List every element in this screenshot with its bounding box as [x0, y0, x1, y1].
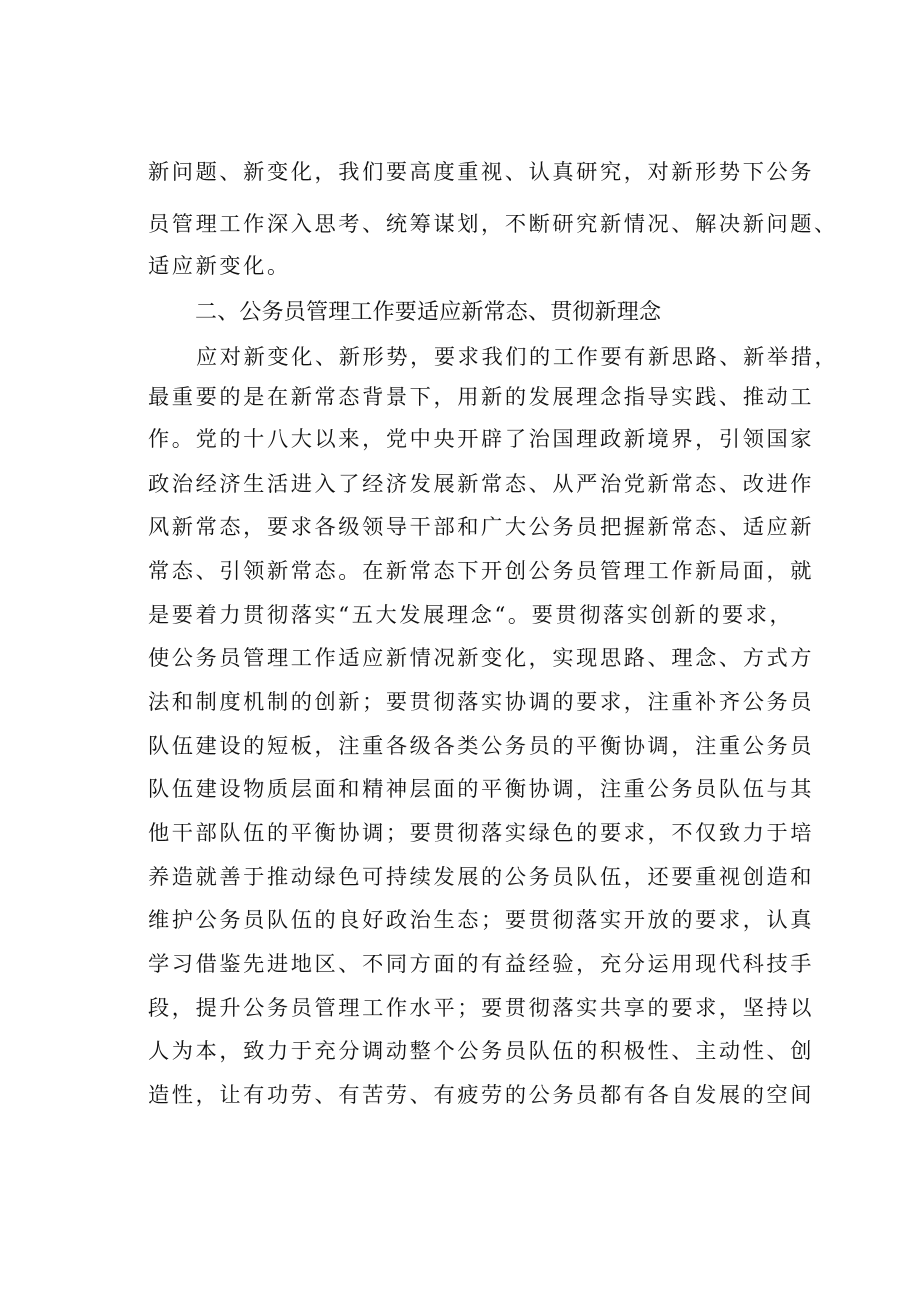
- paragraph-line: 造性，让有功劳、有苦劳、有疲劳的公务员都有各自发展的空间: [148, 1082, 815, 1107]
- section-heading: 二、公务员管理工作要适应新常态、贯彻新理念: [195, 300, 662, 325]
- paragraph-line: 使公务员管理工作适应新情况新变化，实现思路、理念、方式方: [148, 645, 815, 670]
- paragraph-line: 应对新变化、新形势，要求我们的工作要有新思路、新举措，: [196, 344, 839, 369]
- paragraph-line: 政治经济生活进入了经济发展新常态、从严治党新常态、改进作: [148, 471, 815, 496]
- paragraph-line: 维护公务员队伍的良好政治生态；要贯彻落实开放的要求，认真: [148, 907, 815, 932]
- paragraph-line: 作。党的十八大以来，党中央开辟了治国理政新境界，引领国家: [148, 426, 815, 451]
- paragraph-line: 段，提升公务员管理工作水平；要贯彻落实共享的要求，坚持以: [148, 995, 815, 1020]
- paragraph-line: 队伍建设的短板，注重各级各类公务员的平衡协调，注重公务员: [148, 733, 815, 758]
- paragraph-line: 员管理工作深入思考、统筹谋划，不断研究新情况、解决新问题、: [148, 211, 838, 236]
- paragraph-line: 风新常态，要求各级领导干部和广大公务员把握新常态、适应新: [148, 514, 815, 539]
- paragraph-line: 学习借鉴先进地区、不同方面的有益经验，充分运用现代科技手: [148, 951, 815, 976]
- paragraph-line: 最重要的是在新常态背景下，用新的发展理念指导实践、推动工: [148, 384, 815, 409]
- paragraph-line: 新问题、新变化，我们要高度重视、认真研究，对新形势下公务: [148, 159, 815, 184]
- paragraph-line: 人为本，致力于充分调动整个公务员队伍的积极性、主动性、创: [148, 1038, 815, 1063]
- paragraph-line: 队伍建设物质层面和精神层面的平衡协调，注重公务员队伍与其: [148, 776, 815, 801]
- paragraph-line: 常态、引领新常态。在新常态下开创公务员管理工作新局面，就: [148, 558, 815, 583]
- paragraph-line: 他干部队伍的平衡协调；要贯彻落实绿色的要求，不仅致力于培: [148, 820, 815, 845]
- paragraph-line: 养造就善于推动绿色可持续发展的公务员队伍，还要重视创造和: [148, 864, 815, 889]
- paragraph-line: 法和制度机制的创新；要贯彻落实协调的要求，注重补齐公务员: [148, 689, 815, 714]
- paragraph-line: 适应新变化。: [148, 253, 291, 278]
- paragraph-line: 是要着力贯彻落实“五大发展理念“。要贯彻落实创新的要求，: [148, 602, 794, 627]
